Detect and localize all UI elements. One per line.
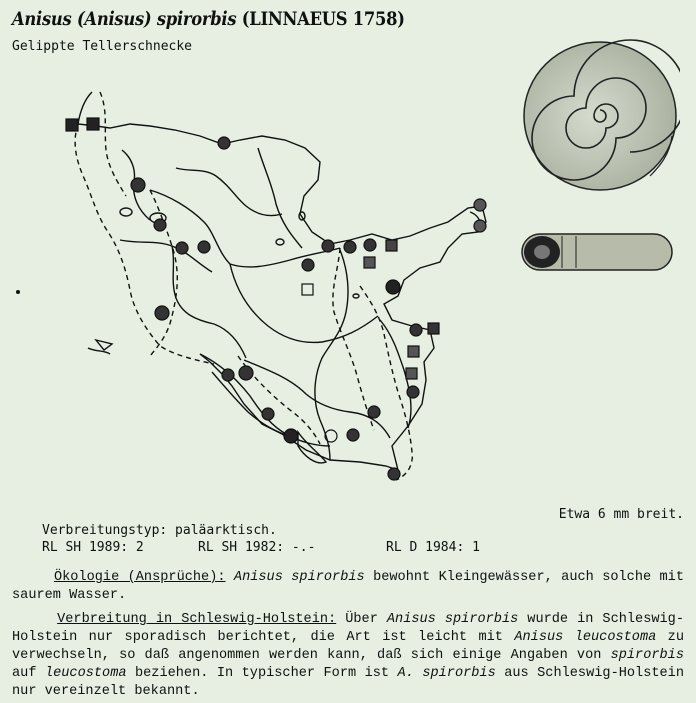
distribution-text-1: Über	[336, 612, 387, 627]
distribution-species-4: leucostoma	[44, 666, 127, 681]
ecology-paragraph	[12, 569, 684, 605]
distribution-text-6: aus Schleswig-Holstein nur vereinzelt bekannt.	[12, 666, 684, 699]
distribution-species-2: Anisus leucostoma	[514, 630, 657, 645]
distribution-text-4: auf	[12, 666, 45, 681]
shell-top-view-illustration	[520, 36, 680, 196]
species-title	[12, 8, 405, 30]
distribution-species-5: A. spirorbis	[397, 666, 496, 681]
ecology-text: bewohnt Kleingewässer, auch solche mit saurem Wasser.	[12, 570, 684, 603]
distribution-species-3: spirorbis	[610, 648, 684, 663]
title-genus: Anisus	[12, 8, 72, 30]
title-species: spirorbis	[156, 8, 237, 30]
distribution-type: Verbreitungstyp: paläarktisch.	[42, 523, 277, 538]
shell-size-note: Etwa 6 mm breit.	[558, 507, 684, 522]
distribution-text-5: beziehen. In typischer Form ist	[126, 666, 398, 681]
title-subgenus: (Anisus)	[76, 8, 152, 30]
distribution-text-3: zu verwechseln, so daß angenommen werden kann, daß sich einige Angaben von	[12, 630, 684, 663]
distribution-heading: Verbreitung in Schleswig-Holstein:	[57, 612, 337, 627]
ecology-heading: Ökologie (Ansprüche):	[53, 570, 226, 585]
distribution-paragraph	[12, 611, 684, 701]
distribution-map	[0, 80, 500, 500]
title-author: (LINNAEUS 1758)	[241, 8, 405, 30]
rl-d-1984: RL D 1984: 1	[386, 540, 480, 555]
rl-sh-1989: RL SH 1989: 2	[42, 540, 144, 555]
distribution-text-2: wurde in Schleswig-Holstein nur sporadisch berichtet, die Art ist leicht mit	[12, 612, 685, 645]
ecology-species: Anisus spirorbis	[233, 570, 365, 585]
distribution-species-1: Anisus spirorbis	[386, 612, 519, 627]
rl-sh-1982: RL SH 1982: -.-	[198, 540, 316, 555]
common-name: Gelippte Tellerschnecke	[12, 39, 193, 54]
shell-side-view-illustration	[518, 228, 678, 278]
